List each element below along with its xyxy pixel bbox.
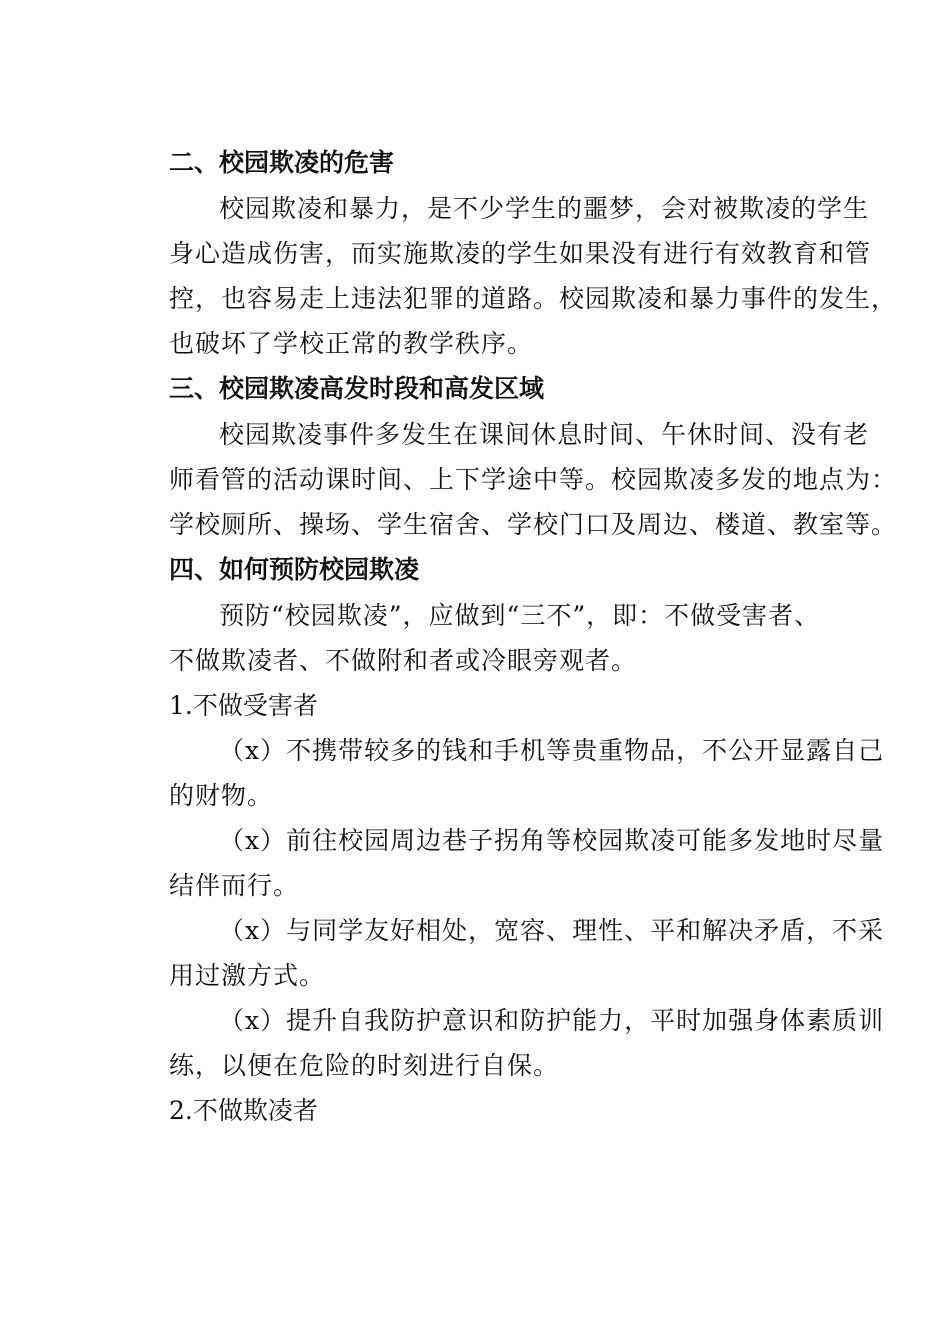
text-line: （x）不携带较多的钱和手机等贵重物品，不公开显露自己 bbox=[219, 736, 885, 765]
section-heading-prevention: 四、如何预防校园欺凌 bbox=[169, 555, 420, 584]
section-heading-time-area: 三、校园欺凌高发时段和高发区域 bbox=[169, 374, 545, 403]
text-line: 结伴而行。 bbox=[169, 871, 300, 900]
list-item bbox=[119, 818, 885, 908]
text-line: 身心造成伤害，而实施欺凌的学生如果没有进行有效教育和管 bbox=[169, 239, 872, 268]
text-line: 练，以便在危险的时刻进行自保。 bbox=[169, 1051, 560, 1080]
subheading-not-victim: 1.不做受害者 bbox=[169, 691, 318, 720]
paragraph-time-area bbox=[119, 412, 898, 547]
text-line: 师看管的活动课时间、上下学途中等。校园欺凌多发的地点为： bbox=[169, 465, 898, 494]
text-line: 校园欺凌和暴力，是不少学生的噩梦，会对被欺凌的学生 bbox=[219, 194, 870, 223]
text-line: 不做欺凌者、不做附和者或冷眼旁观者。 bbox=[169, 646, 638, 675]
text-line: 预防“校园欺凌”，应做到“三不”，即：不做受害者、 bbox=[219, 601, 821, 630]
list-item bbox=[119, 998, 885, 1088]
text-line: 控，也容易走上违法犯罪的道路。校园欺凌和暴力事件的发生， bbox=[169, 284, 898, 313]
list-item bbox=[119, 908, 885, 998]
text-line: 用过激方式。 bbox=[169, 961, 326, 990]
paragraph-harm bbox=[119, 186, 898, 366]
document-page bbox=[119, 140, 898, 1133]
text-line: 校园欺凌事件多发生在课间休息时间、午休时间、没有老 bbox=[219, 420, 870, 449]
text-line: （x）提升自我防护意识和防护能力，平时加强身体素质训 bbox=[219, 1006, 885, 1035]
text-line: 学校厕所、操场、学生宿舍、学校门口及周边、楼道、教室等。 bbox=[169, 510, 898, 539]
list-item bbox=[119, 728, 885, 818]
section-heading-harm: 二、校园欺凌的危害 bbox=[169, 148, 395, 177]
text-line: 也破坏了学校正常的教学秩序。 bbox=[169, 329, 534, 358]
text-line: （x）前往校园周边巷子拐角等校园欺凌可能多发地时尽量 bbox=[219, 826, 885, 855]
subheading-not-bully: 2.不做欺凌者 bbox=[169, 1096, 318, 1125]
paragraph-prevention bbox=[119, 593, 839, 683]
text-line: （x）与同学友好相处，宽容、理性、平和解决矛盾，不采 bbox=[219, 916, 885, 945]
text-line: 的财物。 bbox=[169, 781, 274, 810]
